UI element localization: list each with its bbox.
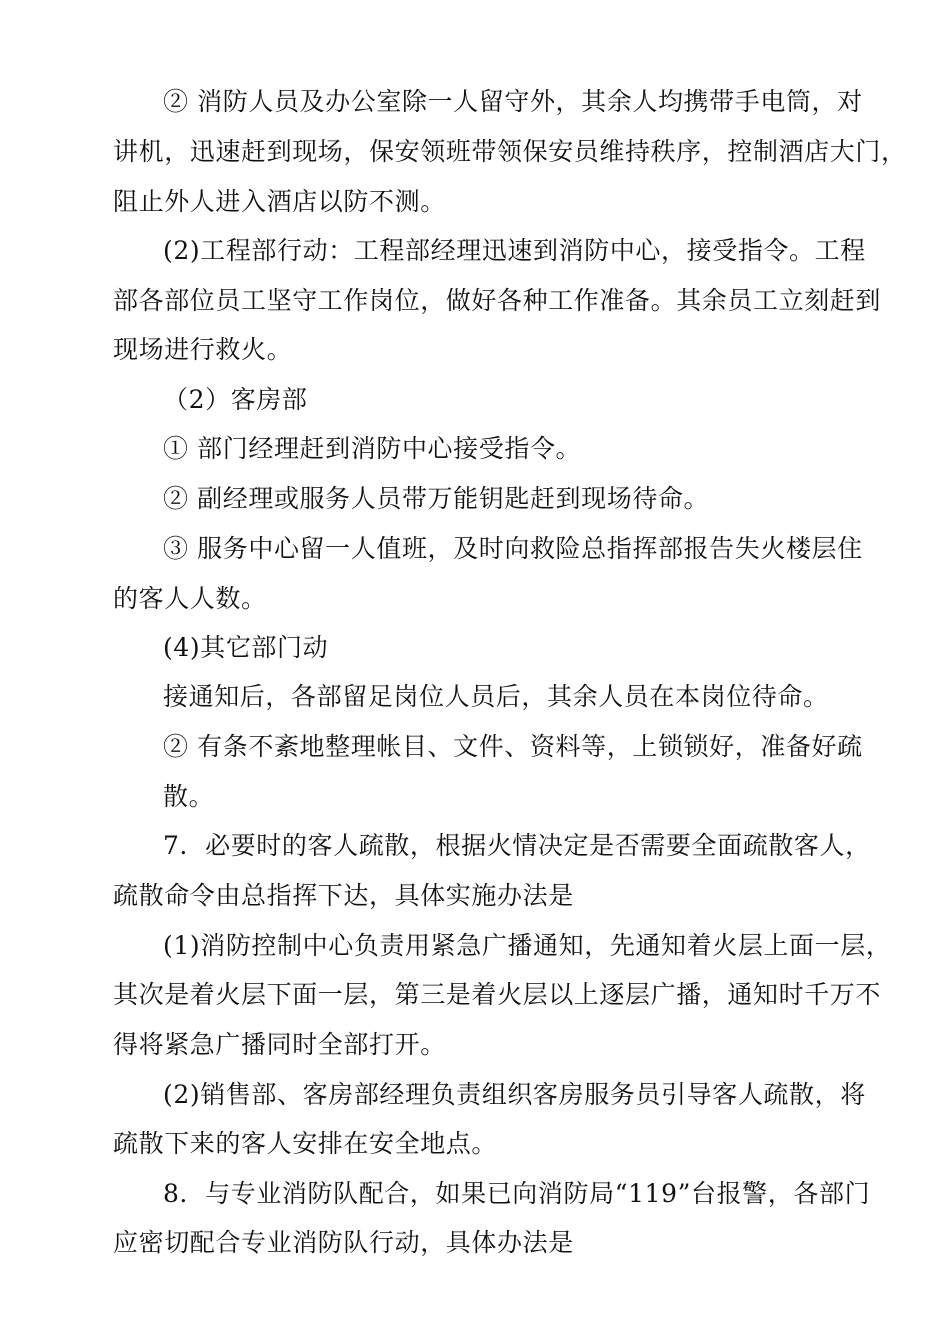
- paragraph-line: 的客人人数。: [113, 584, 267, 613]
- paragraph-line: ① 部门经理赶到消防中心接受指令。: [163, 434, 582, 463]
- paragraph-line: ③ 服务中心留一人值班，及时向救险总指挥部报告失火楼层住: [163, 534, 863, 563]
- paragraph-line: 散。: [163, 782, 215, 811]
- paragraph-line: 讲机，迅速赶到现场，保安领班带领保安员维持秩序，控制酒店大门，: [113, 137, 907, 166]
- paragraph-line: ② 副经理或服务人员带万能钥匙赶到现场待命。: [163, 484, 710, 513]
- paragraph-line: 疏散命令由总指挥下达，具体实施办法是: [113, 881, 574, 910]
- paragraph-line: 接通知后，各部留足岗位人员后，其余人员在本岗位待命。: [163, 682, 829, 711]
- paragraph-line: (2)工程部行动：工程部经理迅速到消防中心，接受指令。工程: [163, 236, 866, 265]
- paragraph-line: (2)销售部、客房部经理负责组织客房服务员引导客人疏散，将: [163, 1080, 866, 1109]
- section-heading: (4)其它部门动: [163, 633, 329, 662]
- paragraph-line: 其次是着火层下面一层，第三是着火层以上逐层广播，通知时千万不: [113, 980, 882, 1009]
- paragraph-line: 疏散下来的客人安排在安全地点。: [113, 1129, 498, 1158]
- paragraph-line: (1)消防控制中心负责用紧急广播通知，先通知着火层上面一层，: [163, 931, 892, 960]
- paragraph-line: ② 有条不紊地整理帐目、文件、资料等，上锁锁好，准备好疏: [163, 732, 863, 761]
- paragraph-line: 8．与专业消防队配合，如果已向消防局“119”台报警，各部门: [163, 1179, 871, 1208]
- paragraph-line: 部各部位员工坚守工作岗位，做好各种工作准备。其余员工立刻赶到: [113, 286, 882, 315]
- paragraph-line: 7．必要时的客人疏散，根据火情决定是否需要全面疏散客人，: [163, 831, 871, 860]
- paragraph-line: 得将紧急广播同时全部打开。: [113, 1030, 446, 1059]
- paragraph-line: 应密切配合专业消防队行动，具体办法是: [113, 1228, 574, 1257]
- paragraph-line: ② 消防人员及办公室除一人留守外，其余人均携带手电筒，对: [163, 87, 863, 116]
- section-heading: （2）客房部: [163, 385, 308, 414]
- paragraph-line: 现场进行救火。: [113, 335, 293, 364]
- paragraph-line: 阻止外人进入酒店以防不测。: [113, 187, 446, 216]
